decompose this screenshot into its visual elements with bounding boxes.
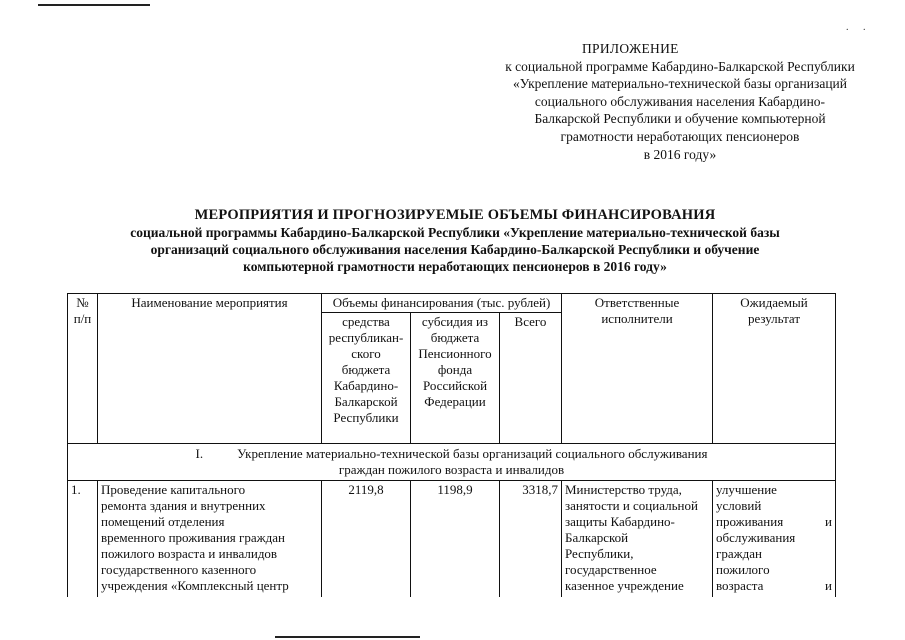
section-title xyxy=(68,444,836,481)
header-number: № п/п xyxy=(68,294,98,444)
appendix-line: к социальной программе Кабардино-Балкарской Республики xyxy=(505,58,855,74)
appendix-line: «Укрепление материально-технической базы организаций xyxy=(513,76,847,92)
row-total: 3318,7 xyxy=(500,481,562,598)
appendix-title: ПРИЛОЖЕНИЕ xyxy=(582,41,679,56)
result-line: улучшение xyxy=(716,482,777,497)
appendix-line: социального обслуживания населения Кабардино- xyxy=(534,93,826,109)
header-name: Наименование мероприятия xyxy=(98,294,322,444)
top-edge-mark xyxy=(38,4,150,6)
subheader-total: Всего xyxy=(500,313,562,444)
table-row xyxy=(68,481,836,598)
table-header-row xyxy=(68,294,836,313)
result-line-justified: возраста и xyxy=(716,578,832,593)
row-number: 1. xyxy=(68,481,98,598)
appendix-line: в 2016 году» xyxy=(643,146,717,162)
section-title-line: граждан пожилого возраста и инвалидов xyxy=(338,462,565,477)
document-heading xyxy=(60,207,850,275)
header-funding: Объемы финансирования (тыс. рублей) xyxy=(322,294,562,313)
result-line: условий xyxy=(716,498,762,513)
appendix-block xyxy=(470,40,890,163)
row-pension-fund: 1198,9 xyxy=(411,481,500,598)
row-name: Проведение капитального ремонта здания и внутренних помещений отделения временного проживания граждан пожилого возраста и инвалидов государственного казенного учреждения «Комплексный центр xyxy=(98,481,322,598)
header-executors: Ответственные исполнители xyxy=(562,294,713,444)
heading-subtitle-line: социальной программы Кабардино-Балкарской Республики «Укрепление материально-технической базы xyxy=(130,225,780,240)
funding-table xyxy=(67,293,836,597)
section-number: I. xyxy=(195,446,204,461)
result-line-justified: проживания и xyxy=(716,514,832,529)
top-right-marks: . . xyxy=(846,22,872,33)
row-result xyxy=(713,481,836,598)
heading-title: МЕРОПРИЯТИЯ И ПРОГНОЗИРУЕМЫЕ ОБЪЕМЫ ФИНАНСИРОВАНИЯ xyxy=(194,207,716,223)
row-republic-budget: 2119,8 xyxy=(322,481,411,598)
heading-subtitle-line: организаций социального обслуживания населения Кабардино-Балкарской Республики и обучение xyxy=(150,242,760,257)
header-result: Ожидаемый результат xyxy=(713,294,836,444)
section-title-line: Укрепление материально-технической базы организаций социального обслуживания xyxy=(237,446,708,461)
result-line: обслуживания xyxy=(716,530,796,545)
row-executors: Министерство труда, занятости и социальной защиты Кабардино- Балкарской Республики, государственное казенное учреждение xyxy=(562,481,713,598)
subheader-republic-budget: средства республикан- ского бюджета Кабардино- Балкарской Республики xyxy=(322,313,411,444)
bottom-edge-mark xyxy=(275,636,420,638)
appendix-line: Балкарской Республики и обучение компьютерной xyxy=(534,111,826,127)
result-line: граждан xyxy=(716,546,762,561)
heading-subtitle-line: компьютерной грамотности неработающих пенсионеров в 2016 году» xyxy=(243,259,667,274)
section-row xyxy=(68,444,836,481)
appendix-line: грамотности неработающих пенсионеров xyxy=(560,128,800,144)
result-line: пожилого xyxy=(716,562,770,577)
subheader-pension-fund: субсидия из бюджета Пенсионного фонда Российской Федерации xyxy=(411,313,500,444)
